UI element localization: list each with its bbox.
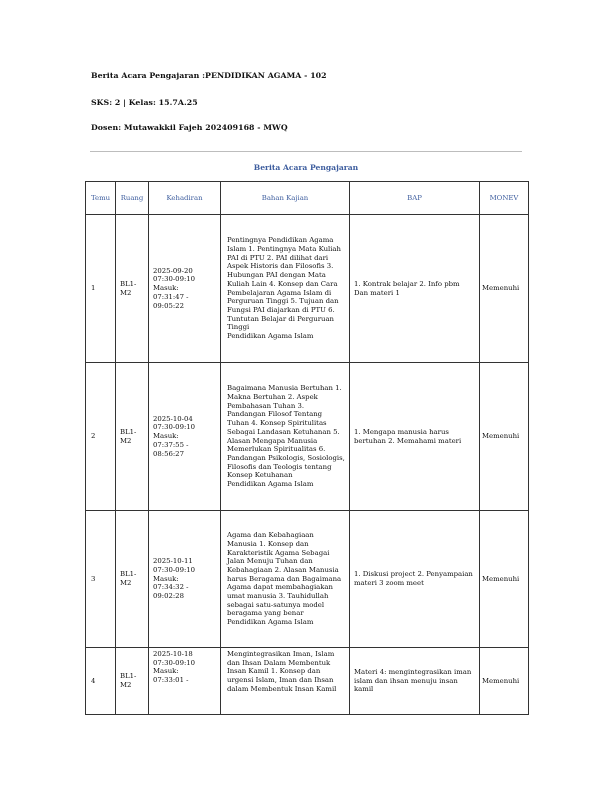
cell-temu xyxy=(86,215,116,363)
col-header-bap: BAP xyxy=(350,182,480,215)
course-title: Berita Acara Pengajaran :PENDIDIKAN AGAMA - 102 xyxy=(91,71,327,80)
col-header-ruang: Ruang xyxy=(116,182,149,215)
lecturer-line: Dosen: Mutawakkil Fajeh 202409168 - MWQ xyxy=(91,123,288,132)
divider xyxy=(90,151,522,152)
cell-line: Masuk: xyxy=(153,284,179,293)
cell-line: 07:30-09:10 xyxy=(153,275,196,284)
cell-line: BL1-M2 xyxy=(120,427,137,445)
cell-line: Masuk: xyxy=(153,432,179,441)
cell-line: 2025-10-18 xyxy=(153,650,193,658)
cell-line: 1. Diskusi project 2. Penyampaian materi 3 zoom meet xyxy=(354,570,473,587)
cell-line: Pentingnya Pendidikan Agama Islam 1. Pentingnya Mata Kuliah PAI di PTU 2. PAI dilihat dari Aspek Historis dan Filosofis 3. Hubungan PAI dengan Mata Kuliah Lain 4. Konsep dan Cara Pembelajaran Agama Islam di Perguruan Tinggi 5. Tujuan dan Fungsi PAI diajarkan di PTU 6. Tuntutan Belajar di Perguruan Tinggi xyxy=(227,236,341,332)
cell-bahan xyxy=(221,215,350,363)
cell-line: Pendidikan Agama Islam xyxy=(227,480,314,489)
cell-temu xyxy=(86,648,116,715)
table-row xyxy=(86,648,529,715)
cell-line: BL1-M2 xyxy=(120,279,137,297)
table-row xyxy=(86,215,529,363)
cell-line: Bagaimana Manusia Bertuhan 1. Makna Bertuhan 2. Aspek Pembahasan Tuhan 3. Pandangan Filosof Tentang Tuhan 4. Konsep Spiritulitas Sebagai Landasan Ketuhanan 5. Alasan Mengapa Manusia Memerlukan Spiritualitas 6. Pandangan Psikologis, Sosiologis, Filosofis dan Teologis tentang Konsep Ketuhanan xyxy=(227,384,345,480)
cell-line: 08:56:27 xyxy=(153,449,184,458)
cell-line: Memenuhi xyxy=(482,574,520,583)
cell-temu xyxy=(86,511,116,648)
cell-monev xyxy=(480,511,529,648)
cell-ruang xyxy=(116,215,149,363)
cell-line: 09:05:22 xyxy=(153,301,184,310)
cell-line: Pendidikan Agama Islam xyxy=(227,332,314,341)
cell-bahan xyxy=(221,511,350,648)
cell-line: Masuk: xyxy=(153,574,179,583)
cell-kehadiran xyxy=(149,511,221,648)
cell-line: Materi 4: mengintegrasikan iman islam dan ihsan menuju insan kamil xyxy=(354,667,472,694)
cell-line: BL1-M2 xyxy=(120,570,137,587)
table-header-row xyxy=(86,182,529,215)
cell-line: Mengintegrasikan Iman, Islam dan Ihsan Dalam Membentuk Insan Kamil 1. Konsep dan urgensi Islam, Iman dan Ihsan dalam Membentuk Insan Kamil xyxy=(227,650,337,693)
cell-line: 1. Kontrak belajar 2. Info pbm Dan materi 1 xyxy=(354,279,460,297)
cell-line: 4 xyxy=(91,676,96,685)
cell-line: 07:31:47 - xyxy=(153,292,189,301)
cell-line: 3 xyxy=(91,574,96,583)
cell-monev xyxy=(480,648,529,715)
cell-line: 09:02:28 xyxy=(153,592,184,601)
cell-line: 2025-10-04 xyxy=(153,414,193,423)
cell-line: Masuk: xyxy=(153,667,179,676)
cell-line: Memenuhi xyxy=(482,432,520,441)
cell-kehadiran xyxy=(149,648,221,715)
cell-line: 07:30-09:10 xyxy=(153,565,196,574)
cell-line: 07:33:01 - xyxy=(153,676,189,685)
cell-line: 2025-10-11 xyxy=(153,557,193,566)
cell-line: Memenuhi xyxy=(482,284,520,293)
cell-bahan xyxy=(221,363,350,511)
cell-monev xyxy=(480,215,529,363)
cell-bap xyxy=(350,648,480,715)
cell-kehadiran xyxy=(149,363,221,511)
sks-class-line: SKS: 2 | Kelas: 15.7A.25 xyxy=(91,98,198,107)
col-header-kehadiran: Kehadiran xyxy=(149,182,221,215)
col-header-bahan-kajian: Bahan Kajian xyxy=(221,182,350,215)
table-row xyxy=(86,511,529,648)
cell-bap xyxy=(350,215,480,363)
cell-ruang xyxy=(116,648,149,715)
col-header-temu: Temu xyxy=(86,182,116,215)
cell-line: Memenuhi xyxy=(482,676,520,685)
cell-line: Pendidikan Agama Islam xyxy=(227,618,314,627)
cell-line: 2025-09-20 xyxy=(153,266,193,275)
cell-line: 2 xyxy=(91,432,96,441)
cell-line: 07:30-09:10 xyxy=(153,423,196,432)
cell-line: 1. Mengapa manusia harus bertuhan 2. Memahami materi xyxy=(354,427,462,445)
cell-line: 07:37:55 - xyxy=(153,440,189,449)
cell-ruang xyxy=(116,363,149,511)
cell-kehadiran xyxy=(149,215,221,363)
bap-table xyxy=(85,181,529,715)
cell-line: 07:30-09:10 xyxy=(153,658,196,667)
cell-monev xyxy=(480,363,529,511)
cell-bahan xyxy=(221,648,350,715)
cell-bap xyxy=(350,363,480,511)
col-header-monev: MONEV xyxy=(480,182,529,215)
table-caption: Berita Acara Pengajaran xyxy=(253,163,359,172)
cell-line: 07:34:32 - xyxy=(153,583,189,592)
cell-line: 1 xyxy=(91,284,96,293)
cell-line: BL1-M2 xyxy=(120,672,137,689)
cell-bap xyxy=(350,511,480,648)
cell-ruang xyxy=(116,511,149,648)
cell-temu xyxy=(86,363,116,511)
table-row xyxy=(86,363,529,511)
cell-line: Agama dan Kebahagiaan Manusia 1. Konsep dan Karakteristik Agama Sebagai Jalan Menuju Tuhan dan Kebahagiaan 2. Alasan Manusia harus Beragama dan Bagaimana Agama dapat membahagiakan umat manusia 3. Tauhidullah sebagai satu-satunya model beragama yang benar xyxy=(227,531,342,618)
